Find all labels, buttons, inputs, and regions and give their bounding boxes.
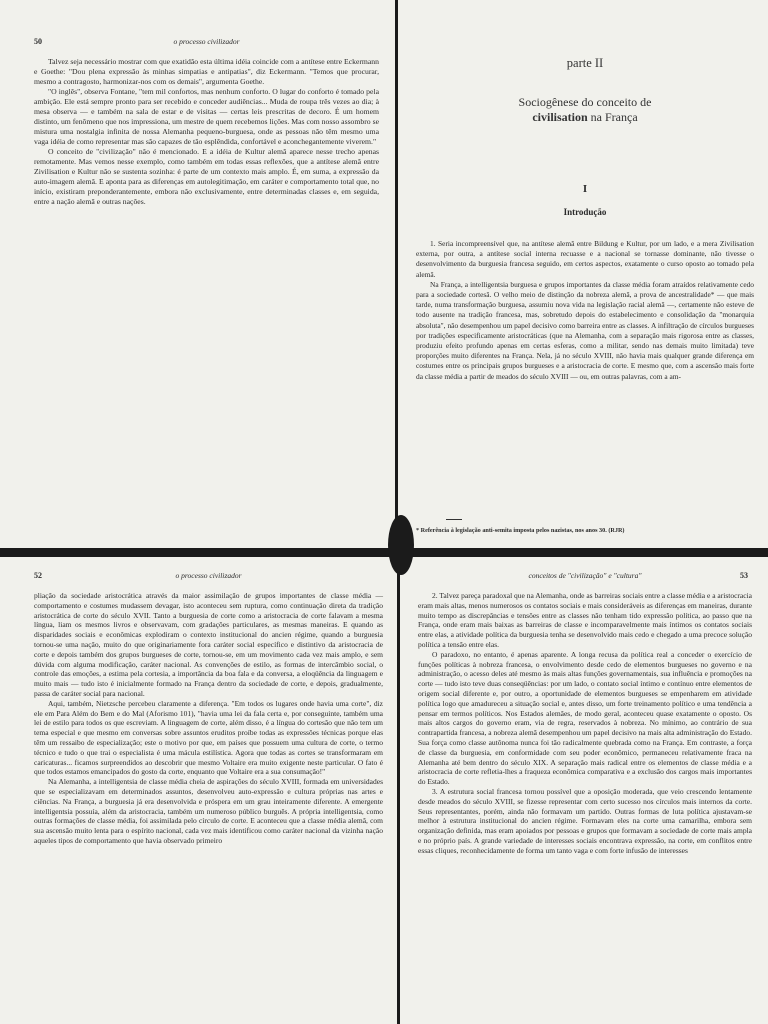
page-number: 50 — [34, 37, 42, 46]
page-body — [416, 239, 754, 382]
book-page-part-ii — [398, 0, 768, 548]
paragraph: O conceito de "civilização" não é mencionado. E a idéia de Kultur alemã aparece nesse trecho apenas remotamente. Mas vemos nesse exemplo, como também em todas essas reflexões, que a antítese alemã entre Zivilisation e Kultur não se sustenta sozinha: é parte de um contexto mais amplo. É, em suma, a expressão da auto-imagem alemã. E aponta para as diferenças em autolegitimação, em caráter e comportamento total que, no início, existiram preponderantemente, embora não exclusivamente, entre determinadas classes e, em seguida, entre a nação alemã e outras nações. — [34, 147, 379, 206]
chapter-number: I — [582, 183, 588, 195]
running-header — [34, 37, 379, 51]
footnote-rule — [446, 519, 462, 520]
page-body — [418, 591, 752, 856]
book-page-50 — [0, 0, 395, 548]
page-body — [34, 591, 383, 846]
paragraph: Talvez seja necessário mostrar com que exatidão esta última idéia coincide com a antítese entre Eckermann e Goethe: "Dou plena expressão às minhas simpatias e antipatias", diz Eckermann. "Temos que procurar, mesmo a contragosto, harmonizar-nos com os demais", argumenta Goethe. — [34, 57, 379, 86]
chapter-title-line1: Sociogênese do conceito de — [518, 95, 652, 109]
chapter-title — [416, 95, 754, 125]
chapter-subtitle: Introdução — [563, 207, 607, 217]
paragraph: Na França, a intelligentsia burguesa e grupos importantes da classe média foram atraídos relativamente cedo para a sociedade cortesã. O velho meio de distinção da nobreza alemã, a prova de ancestralidade* — que mais tarde, numa transformação burguesa, assumiu nova vida na legislação racial alemã —, certamente não esteve de todo ausente na tradição francesa, mas, sobretudo depois do estabelecimento e consolidação da "monarquia absoluta", não desempenhou um papel decisivo como barreira entre as classes. A infiltração de círculos burgueses por tradições especificamente aristocráticas (que na Alemanha, com a separação mais rigorosa entre as classes, produziu efeito profundo apenas em certas esferas, como a militar, sendo nas demais muito limitada) teve proporções muito diferentes na França. Nela, já no século XVIII, não havia mais qualquer grande diferença em costumes entre os principais grupos burgueses e a aristocracia de corte. E mesmo que, com a ascensão mais forte da classe média a partir de meados do século XVIII — ou, em outras palavras, com a am- — [416, 279, 754, 381]
paragraph: O paradoxo, no entanto, é apenas aparente. A longa recusa da política real a conceder o exercício de funções políticas à nobreza francesa, o envolvimento desde cedo de elementos burgueses no governo e na administração, o acesso deles até mesmo às mais altas funções governamentais, sua influência e promoções na corte — tudo isto teve duas conseqüências: por um lado, o contato social íntimo e contínuo entre elementos de origem social diferente e, por outro, a oportunidade de elementos burgueses se empenharem em atividade política logo que amadureceu a situação social e, antes disso, um forte treinamento político e uma tendência a pensar em termos políticos. Nos Estados alemães, de modo geral, aconteceu quase exatamente o oposto. Os mais altos cargos do governo eram, via de regra, reservados à nobreza. No mínimo, ao contrário de sua contrapartida francesa, a nobreza alemã desempenhou um papel decisivo na mais alta administração do Estado. Sua força como classe autônoma nunca foi tão radicalmente quebrada como na França. Em contraste, a força de classe da burguesia, em conformidade com seu poder econômico, permaneceu relativamente fraca na Alemanha até bem dentro do século XIX. A separação mais radical entre os elementos de classe média e a aristocracia de corte refletia-lhes a fraqueza econômica comparativa e a exclusão dos cargos mais importantes do Estado. — [418, 649, 752, 787]
running-header — [34, 571, 383, 585]
paragraph: Aqui, também, Nietzsche percebeu claramente a diferença. "Em todos os lugares onde havia uma corte", diz ele em Para Além do Bem e do Mal (Aforismo 101), "havia uma lei da fala certa e, por conseguinte, também uma lei de estilo para todos os que escreviam. A linguagem de corte, além disso, é a língua do cortesão que não tem um tema especial e que mesmo em conversas sobre assuntos eruditos proíbe todas as expressões técnicas porque elas têm um ressaibo de especialização; este o motivo por que, em países que possuem uma cultura de corte, o termo técnico e tudo o que trai o especialista é uma mácula estilística. Agora que todas as cortes se transformaram em caricaturas... ficamos surpreendidos ao descobrir que mesmo Voltaire era muito exigente neste particular. O fato é que todos estamos emancipados do gosto da corte, enquanto que Voltaire era a sua consumação!" — [34, 698, 383, 777]
page-number: 53 — [740, 571, 748, 580]
running-title: conceitos de "civilização" e "cultura" — [528, 571, 642, 580]
paragraph: "O inglês", observa Fontane, "tem mil confortos, mas nenhum conforto. O lugar do conforto é tomado pela ambição. Ele está sempre pronto para ser recebido e conceder audiências... Muda de roupa três vezes ao dia; à mesa observa — e também na sala de estar e de visitas — certas leis prescritas de decoro. É um homem distinto, um fenômeno que nos impressiona, um mestre de quem recebemos lições. Mas com nosso assombro se mistura uma nostalgia infinita de nossa Alemanha pequeno-burguesa, onde as pessoas não têm mesmo uma vaga idéia de como representar mas são capazes de tão esplêndida, confortável e aconchegantemente viverem." — [34, 87, 379, 146]
paragraph: 3. A estrutura social francesa tornou possível que a oposição moderada, que veio crescendo lentamente desde meados do século XVIII, se fizesse representar com certo sucesso nos círculos mais internos da corte. Seus representantes, porém, ainda não formavam um partido. Outras formas de luta política ajustavam-se melhor à estrutura institucional do ancien régime. Formavam eles na corte uma camarilha, embora sem organização definida, mas eram apoiados por pessoas e grupos que formavam a sociedade de corte mais ampla e no próprio país. A grande variedade de interesses sociais encontrava expressão, na corte, em conflitos entre essas cliques, reconhecidamente de forma um tanto vaga e com forte infusão de interesses — [418, 786, 752, 855]
page-number: 52 — [34, 571, 42, 580]
chapter-title-rest: na França — [587, 110, 638, 124]
paragraph: Na Alemanha, a intelligentsia de classe média cheia de aspirações do século XVIII, formada em universidades que se especializavam em determinados assuntos, desenvolveu auto-expressão e cultura próprias nas artes e ciências. Na França, a burguesia já era desenvolvida e próspera em um grau inteiramente diferente. A emergente intelligentsia possuía, além da aristocracia, também um numeroso público burguês. A própria intelligentsia, como outras formações de classe média, foi assimilada pelo círculo de corte. E aconteceu que a classe média alemã, com sua ascensão muito lenta para o espírito nacional, cada vez mais identificou como caráter nacional da vizinha nação aqueles tipos de comportamento que havia observado primeiro — [34, 777, 383, 845]
book-page-53 — [400, 557, 768, 1024]
chapter-title-keyword: civilisation — [532, 110, 588, 124]
page-body — [34, 57, 379, 207]
running-title: o processo civilizador — [173, 37, 240, 46]
paragraph: pliação da sociedade aristocrática através da maior assimilação de grupos importantes de classe média — comportamento e costumes mudassem devagar, isto aconteceu sem ruptura, como continuação direta da tradição aristocrática de corte do século XVII. Tanto a burguesia de corte como a aristocracia de corte falavam a mesma língua, liam os mesmos livros e observavam, com gradações particulares, as mesmas maneiras. E quando as disparidades sociais e econômicas explodiram o contexto institucional do ancien régime, quando a burguesia tornou-se uma nação, muito do que originariamente fora caráter social específico e distintivo da aristocracia de corte e depois também dos grupos burgueses de corte, tornou-se, em um movimento cada vez mais amplo, e sem dúvida com alguma modificação, caráter nacional. As convenções de estilo, as formas de intercâmbio social, o controle das emoções, a estima pela cortesia, a importância da boa fala e da conversa, a eloqüência da linguagem e muito mais — tudo isto é inicialmente formado na França dentro da sociedade de corte, e depois, gradualmente, passa de caráter social para nacional. — [34, 591, 383, 698]
part-label: parte II — [566, 56, 604, 70]
running-title: o processo civilizador — [175, 571, 242, 580]
book-page-52 — [0, 557, 397, 1024]
paragraph: 1. Seria incompreensível que, na antítese alemã entre Bildung e Kultur, por um lado, e a mera Zivilisation externa, por outra, a antítese social interna recuasse e a nacional se tornasse dominante, não tivesse o desenvolvimento da burguesia francesa seguido, em certos aspectos, exatamente o curso oposto ao tomado pela alemã. — [416, 239, 754, 279]
paragraph: 2. Talvez pareça paradoxal que na Alemanha, onde as barreiras sociais entre a classe média e a aristocracia eram mais altas, menos numerosos os contatos sociais e mais consideráveis as diferenças em maneiras, durante muito tempo as discrepâncias e tensões entre as classes não tenham tido expressão política, ao passo que na França, onde eram mais baixas as barreiras de classe e incomparavelmente mais íntimos os contatos sociais entre elas, a atividade política da burguesia tenha se desenvolvido mais cedo e chegado a uma precoce solução política a tensão entre elas. — [418, 591, 752, 649]
running-header — [418, 571, 752, 585]
scan-gutter-blot — [388, 515, 414, 575]
footnote: * Referência à legislação anti-semita imposta pelos nazistas, nos anos 30. (RJR) — [416, 527, 625, 534]
